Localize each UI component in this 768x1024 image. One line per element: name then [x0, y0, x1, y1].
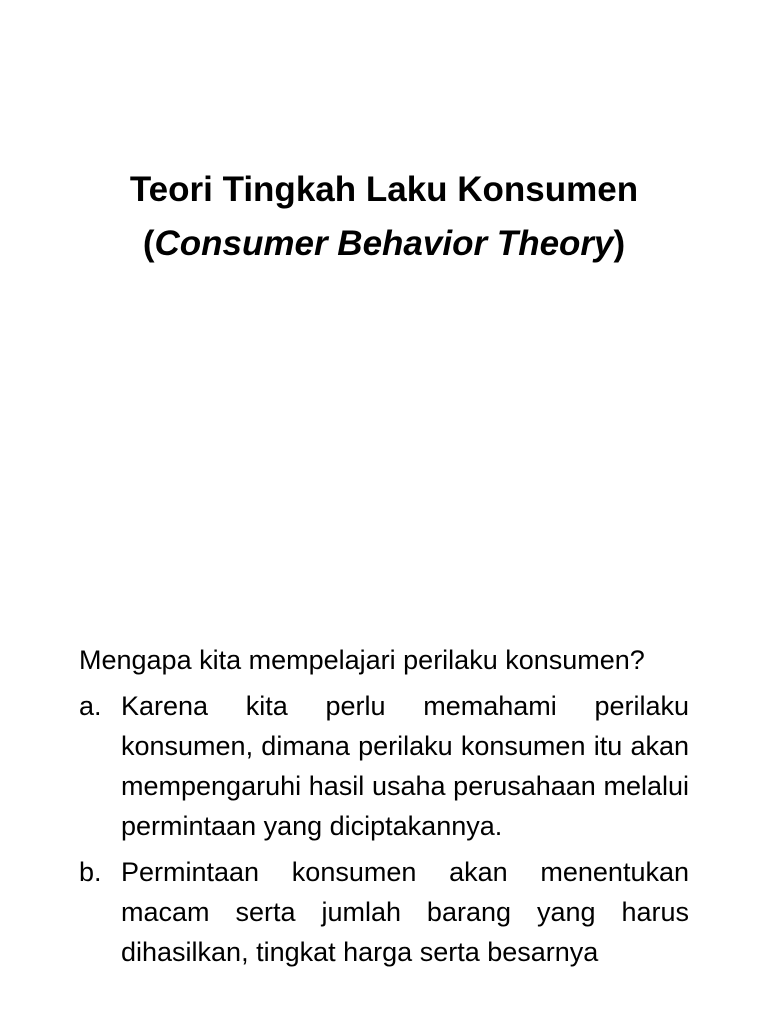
- title-close-paren: ): [613, 224, 626, 263]
- answer-text: Permintaan konsumen akan menentukan macam serta jumlah barang yang harus dihasilkan, tingkat harga serta besarnya: [121, 857, 689, 967]
- title-line-main: Teori Tingkah Laku Konsumen: [129, 170, 639, 209]
- slide-title: [0, 163, 768, 271]
- title-line-sub: [0, 217, 768, 271]
- answer-list: [79, 686, 689, 972]
- title-italic-text: Consumer Behavior Theory: [154, 224, 614, 263]
- answer-marker: a.: [79, 691, 102, 721]
- title-open-paren: (: [142, 224, 155, 263]
- answer-item-b: [79, 852, 689, 972]
- answer-text: Karena kita perlu memahami perilaku konsumen, dimana perilaku konsumen itu akan mempengaruhi hasil usaha perusahaan melalui permintaan yang diciptakannya.: [121, 691, 689, 841]
- answer-item-a: [79, 686, 689, 846]
- slide-body: [79, 640, 689, 978]
- answer-marker: b.: [79, 857, 102, 887]
- question-text: Mengapa kita mempelajari perilaku konsumen?: [79, 645, 645, 675]
